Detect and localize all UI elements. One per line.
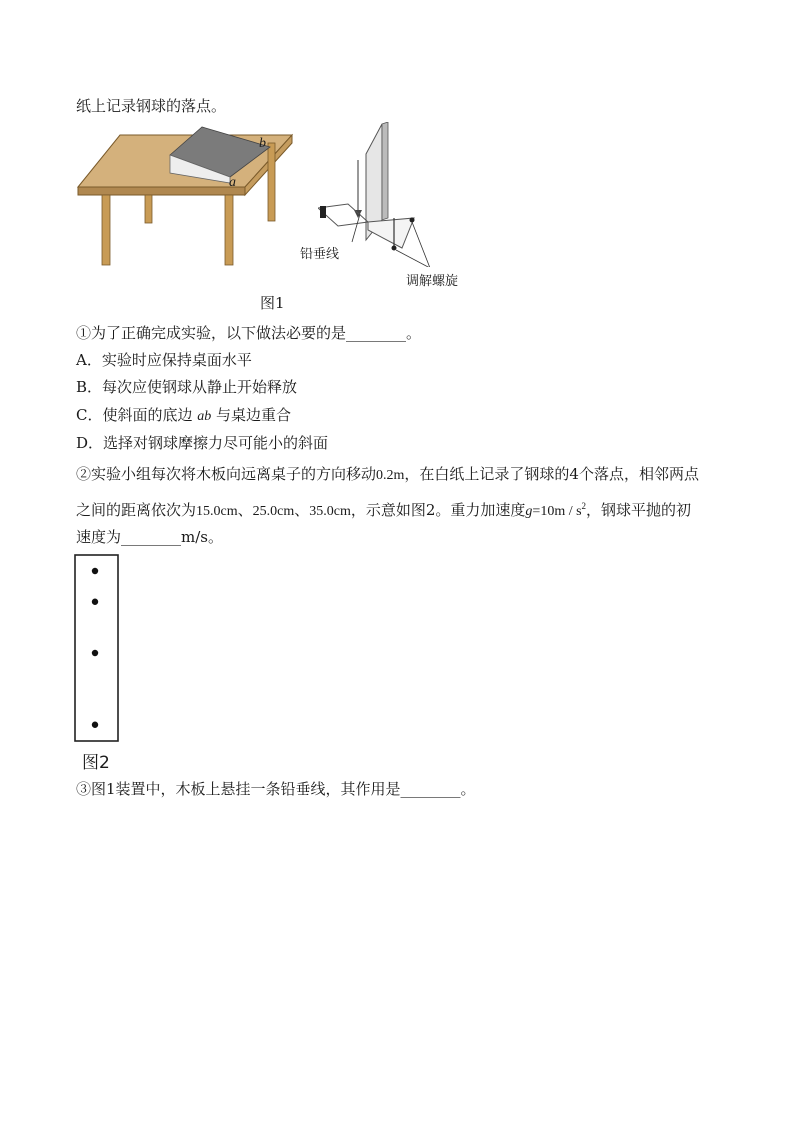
q1-option-b: B．每次应使钢球从静止开始释放 — [76, 378, 298, 396]
q1-option-a: A．实验时应保持桌面水平 — [76, 351, 252, 369]
q1-option-c-pre: C．使斜面的底边 — [76, 406, 198, 424]
label-a: a — [229, 175, 236, 190]
q2-l1-post: ，在白纸上记录了钢球的4个落点，相邻两点 — [404, 465, 699, 483]
q2-g-symbol: g — [525, 504, 533, 519]
q2-sep-2: 、 — [294, 501, 310, 519]
landing-point-2 — [92, 599, 98, 605]
figure2-caption: 图2 — [82, 753, 110, 773]
q2-sep-1: 、 — [237, 501, 253, 519]
figure1-caption: 图1 — [260, 294, 285, 312]
q2-move-distance: 0.2m — [376, 468, 405, 483]
q2-distance-1: 15.0cm — [196, 504, 238, 519]
label-b: b — [259, 136, 266, 151]
q1-stem: ①为了正确完成实验，以下做法必要的是________。 — [76, 324, 422, 342]
q1-option-d: D．选择对钢球摩擦力尽可能小的斜面 — [76, 434, 329, 452]
q2-distance-3: 35.0cm — [309, 504, 351, 519]
q2-l2-mid: ，示意如图2。重力加速度 — [350, 501, 526, 519]
q2-distance-2: 25.0cm — [252, 504, 295, 519]
q1-option-c — [76, 405, 291, 427]
landing-point-4 — [92, 722, 98, 728]
q1-option-c-post: 与桌边重合 — [211, 406, 292, 424]
q2-l2-pre: 之间的距离依次为 — [76, 501, 197, 519]
q2-l1-pre: ②实验小组每次将木板向远离桌子的方向移动 — [76, 465, 377, 483]
q2-line-2 — [76, 496, 691, 522]
q1-option-c-var: ab — [197, 409, 212, 424]
q2-g-value: =10m / s — [532, 504, 582, 519]
q2-l2-post: ，钢球平抛的初 — [586, 501, 692, 519]
q2-line-3: 速度为________m/s。 — [76, 528, 223, 546]
landing-point-3 — [92, 650, 98, 656]
q3-stem: ③图1装置中，木板上悬挂一条铅垂线，其作用是________。 — [76, 780, 476, 798]
landing-points-figure — [74, 554, 122, 744]
q2-line-1 — [76, 464, 699, 486]
label-plumb-line: 铅垂线 — [300, 247, 340, 262]
landing-point-1 — [92, 568, 98, 574]
intro-text: 纸上记录钢球的落点。 — [76, 97, 227, 115]
q2-g-exponent: 2 — [581, 501, 587, 511]
label-adjust-screw: 调解螺旋 — [406, 274, 459, 289]
